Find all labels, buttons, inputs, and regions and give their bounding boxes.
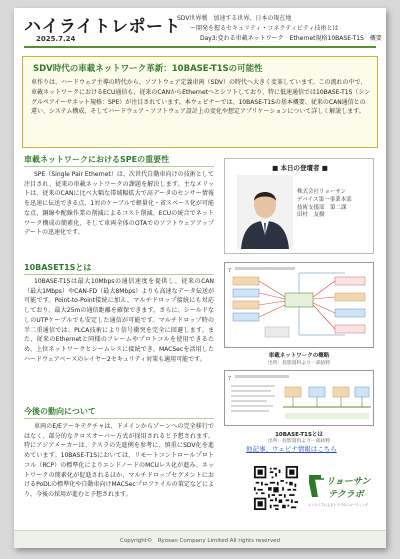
speaker-photo xyxy=(237,175,293,249)
figure-10baset1s-caption: 10BASE-T1Sとは xyxy=(275,432,323,438)
session-title: Day3:変わる車載ネットワーク Ethernet規格10BASE-T1S 概要 xyxy=(200,35,382,42)
more-info-link[interactable]: 他記事、ウェビナ情報はこちら xyxy=(246,445,337,453)
figure-network-caption: 車載ネットワークの概略 xyxy=(268,353,330,359)
svg-text:7: 7 xyxy=(228,268,232,274)
section-spe-title: 車載ネットワークにおけるSPEの重要性 xyxy=(24,155,170,164)
page-footer xyxy=(14,530,386,548)
figure-network-overview xyxy=(224,262,374,348)
figure-network-source: 出所：投影資料より一部抜粋 xyxy=(267,361,331,366)
speaker-company: 株式会社リョーサン xyxy=(297,189,347,195)
series-title: SDV世界戦 加速する世界、日本の現在地 xyxy=(177,15,292,22)
report-page xyxy=(14,8,386,548)
figure-10baset1s-source: 出所：投影資料より一部抜粋 xyxy=(267,439,331,444)
speaker-heading: ■ 本日の登壇者 ■ xyxy=(272,164,328,172)
svg-text:リョーサン: リョーサン xyxy=(326,477,371,487)
speaker-info xyxy=(297,189,352,220)
copyright-text: Copyright© Ryosan Company Limited All rights reserved xyxy=(120,538,280,544)
ryosan-teclab-logo xyxy=(306,469,378,509)
10baset1s-diagram-image xyxy=(225,371,373,425)
speaker-department: 技術支援部 第二課 xyxy=(297,204,347,211)
speaker-name: 田村 友樹 xyxy=(297,212,325,219)
section-trends-title: 今後の動向について xyxy=(24,407,96,416)
report-title: ハイライトレポート xyxy=(24,17,181,37)
section-spe-underline xyxy=(24,166,214,167)
qr-code[interactable] xyxy=(254,466,298,510)
highlight-title: SDV時代の車載ネットワーク革新：10BASE-T1Sの可能性 xyxy=(33,64,263,74)
header-divider xyxy=(24,46,376,48)
highlight-box xyxy=(22,56,378,148)
svg-text:エンジニアによるトラブルシューティング: エンジニアによるトラブルシューティング xyxy=(308,503,368,507)
report-date: 2025.7.24 xyxy=(36,35,76,43)
highlight-body: 車作りは、ハードウェア主導の時代から、ソフトウェア定義車両（SDV）の時代へ大きく変革しています。この流れの中で、車載ネットワークにおけるECU通信も、従来のCANからEthernetへとシフトしており、特に低速通信では10BASE-T1S（シングルペアイーサネット規格：SPE）が注目されています。本ウェビナーでは、10BASE-T1Sの基本概要、従来のCAN通信との違い、システム構成、そしてハードウェア・ソフトウェア設計上の変化や想定アプリケーションについて詳しく解説します。 xyxy=(31,79,371,116)
svg-text:7: 7 xyxy=(228,376,232,382)
section-trends-underline xyxy=(24,418,214,419)
network-diagram-image xyxy=(225,263,373,347)
section-trends-body: 車両のE/Eアーキテクチャは、ドメインからゾーンへの完全移行ではなく、部分的なクロスオーバー方式が採用されると予想されます。特にアジアメーカーは、テスラの先進例を参考に、慎重にSDV化を進めています。10BASE-T1Sにおいては、リモートコントロールプロトコル（RCP）の標準化によりエンドノードのMCUレス化が進み、ネットワークの簡素化が促進されるほか、マルチドロップセグメントにおけるPoDLの標準化や自動車向けMACSecプロファイルの策定などにより、今後の採用が進むと予想されます。 xyxy=(24,423,214,498)
report-header xyxy=(14,8,386,48)
section-10baset1s-body: 10BASE-T1Sは最大10Mbpsの通信速度を提供し、従来のCAN（最大1Mbps）やCAN-FD（最大8Mbps）よりも高速なデータ伝送が可能です。Point-to-Point接続に加え、マルチドロップ接続にも対応しており、最大25mの通信距離を確保できます。さらに、シールドなしのUTPケーブルでも安定した通信が可能です。マルチドロップ時の半二重通信では、PLCA技術により信号衝突を完全に回避します。また、従来のEthernetと同様のフレームやプロトコルを使用できるため、上位ネットワークとシームレスに接続でき、MACSecを活用したハードウェアベースのレイヤー2セキュリティ対策も適用可能です。 xyxy=(24,278,214,363)
section-spe-body: SPE（Single Pair Ethernet）は、次世代自動車向けの技術として注目され、従来の車載ネットワークの課題を解決します。主なメリットは、従来のCANに比べ大幅な帯域幅拡大で高データのセンサー情報を迅速に伝送できる点、1対のケーブルで軽量化・省スペース化が可能な点、銅線や配線作業の削減によるコスト削減、ECUの統合でネットワーク構成の簡素化、そして車両全体のOTAでのソフトウェアアップデートの迅速化です。 xyxy=(24,171,214,237)
section-10baset1s-title: 10BASET1Sとは xyxy=(24,263,92,272)
section-10baset1s-underline xyxy=(24,274,214,275)
figure-10baset1s xyxy=(224,370,374,426)
svg-text:テクラボ: テクラボ xyxy=(328,490,364,500)
speaker-division: デバイス第一事業本部 xyxy=(297,196,352,203)
series-subtitle: ー開発を握るセキュリティ・コネクティビティ技術とは xyxy=(190,25,339,32)
speaker-card xyxy=(224,158,374,254)
